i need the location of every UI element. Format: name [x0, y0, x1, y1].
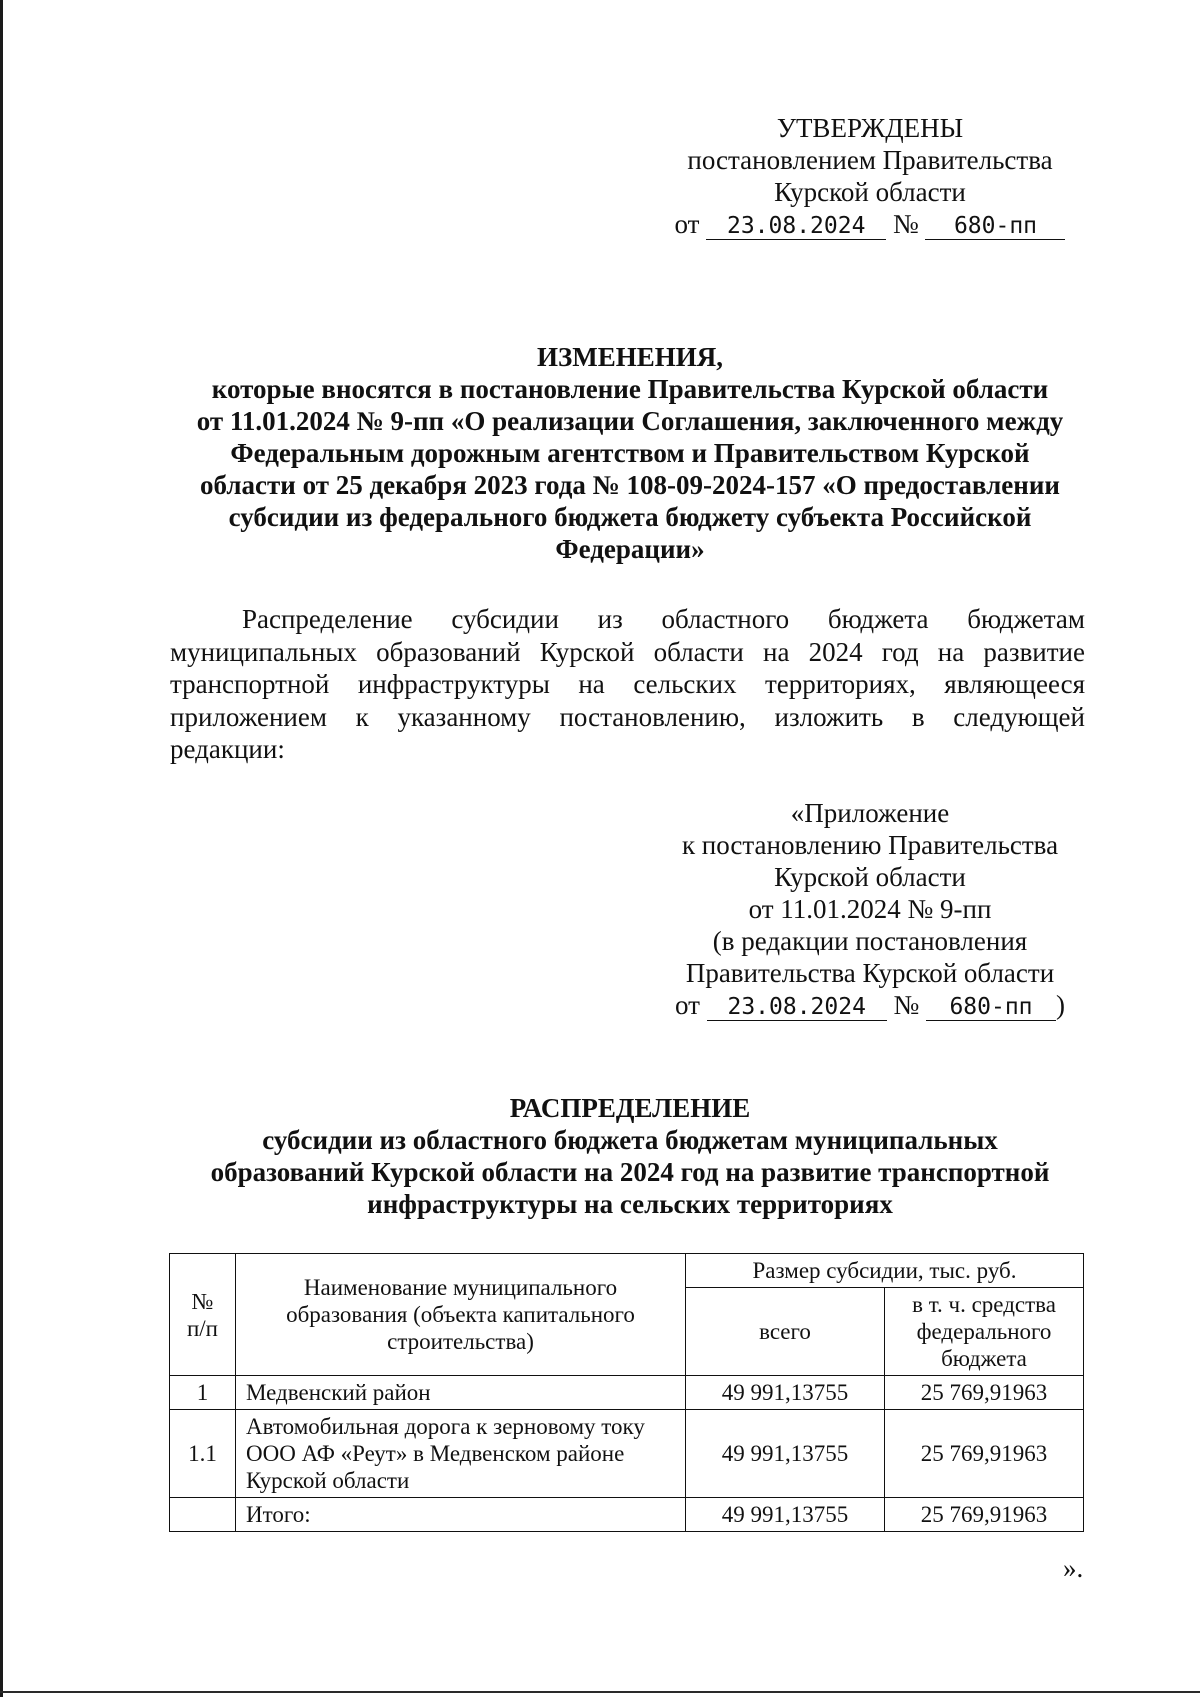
- approval-date-prefix: от: [674, 209, 700, 239]
- body-paragraph: [170, 603, 1085, 766]
- changes-line: Федерации»: [555, 534, 705, 564]
- paragraph-line: редакции:: [170, 734, 285, 764]
- annex-date: 23.08.2024: [707, 994, 887, 1021]
- scan-edge-bottom: [0, 1691, 1200, 1693]
- changes-line: которые вносятся в постановление Правительства Курской области: [211, 374, 1049, 404]
- approval-number-prefix: №: [892, 209, 919, 239]
- paragraph-line: муниципальных образований Курской области на 2024 год на развитие: [170, 636, 1085, 667]
- distribution-line: образований Курской области на 2024 год на развитие транспортной: [210, 1157, 1050, 1187]
- annex-line-4: от 11.01.2024 № 9-пп: [748, 894, 992, 924]
- distribution-title: РАСПРЕДЕЛЕНИЕ: [509, 1093, 751, 1123]
- approval-block: [660, 112, 1080, 240]
- row-num: [170, 1498, 236, 1532]
- annex-closing-paren: ): [1055, 990, 1065, 1020]
- changes-line: от 11.01.2024 № 9-пп «О реализации Соглашения, заключенного между: [196, 406, 1064, 436]
- annex-number: 680-пп: [926, 994, 1056, 1021]
- row-name: Итого:: [236, 1498, 686, 1532]
- row-name: Медвенский район: [236, 1376, 686, 1410]
- row-name: Автомобильная дорога к зерновому току ООО АФ «Реут» в Медвенском районе Курской области: [236, 1410, 686, 1498]
- subsidy-table: [169, 1253, 1084, 1532]
- annex-line-3: Курской области: [774, 862, 966, 892]
- row-federal: 25 769,91963: [885, 1498, 1084, 1532]
- annex-date-prefix: от: [675, 990, 700, 1020]
- scan-edge-left: [0, 0, 3, 1697]
- end-quote: ».: [1063, 1553, 1084, 1583]
- approval-line-3: Курской области: [774, 177, 966, 207]
- changes-line: Федеральным дорожным агентством и Правительством Курской: [230, 438, 1030, 468]
- approval-line-2: постановлением Правительства: [687, 145, 1053, 175]
- changes-title: ИЗМЕНЕНИЯ,: [536, 342, 723, 372]
- annex-number-prefix: №: [893, 990, 920, 1020]
- table-row-total: [170, 1498, 1084, 1532]
- changes-line: субсидии из федерального бюджета бюджету субъекта Российской: [228, 502, 1032, 532]
- annex-line-1: «Приложение: [790, 798, 950, 828]
- row-federal: 25 769,91963: [885, 1376, 1084, 1410]
- table-header-row: [170, 1254, 1084, 1288]
- approval-date: 23.08.2024: [706, 213, 886, 240]
- paragraph-line: приложением к указанному постановлению, изложить в следующей: [170, 701, 1085, 732]
- annex-line-2: к постановлению Правительства: [681, 830, 1059, 860]
- approval-title: УТВЕРЖДЕНЫ: [776, 113, 964, 143]
- row-total: 49 991,13755: [686, 1498, 885, 1532]
- table-row: [170, 1410, 1084, 1498]
- paragraph-line: транспортной инфраструктуры на сельских территориях, являющееся: [170, 669, 1085, 699]
- annex-line-5: (в редакции постановления: [712, 926, 1028, 956]
- approval-number: 680-пп: [925, 213, 1065, 240]
- header-name: Наименование муниципального образования (объекта капитального строительства): [236, 1254, 686, 1376]
- paragraph-line: Распределение субсидии из областного бюджета бюджетам: [242, 604, 1085, 634]
- header-subsidy: Размер субсидии, тыс. руб.: [686, 1254, 1084, 1288]
- changes-heading: [160, 341, 1100, 565]
- header-total: всего: [686, 1288, 885, 1376]
- row-federal: 25 769,91963: [885, 1410, 1084, 1498]
- annex-line-6: Правительства Курской области: [685, 958, 1055, 988]
- header-federal: в т. ч. средства федерального бюджета: [885, 1288, 1084, 1376]
- table-row: [170, 1376, 1084, 1410]
- approval-date-line: [660, 208, 1080, 240]
- row-num: 1.1: [170, 1410, 236, 1498]
- distribution-line: инфраструктуры на сельских территориях: [367, 1189, 893, 1219]
- distribution-heading: [160, 1092, 1100, 1220]
- row-total: 49 991,13755: [686, 1410, 885, 1498]
- row-num: 1: [170, 1376, 236, 1410]
- annex-block: [660, 797, 1080, 1021]
- annex-date-line: [660, 989, 1080, 1021]
- row-total: 49 991,13755: [686, 1376, 885, 1410]
- distribution-line: субсидии из областного бюджета бюджетам муниципальных: [262, 1125, 998, 1155]
- header-num: № п/п: [170, 1254, 236, 1376]
- changes-line: области от 25 декабря 2023 года № 108-09-2024-157 «О предоставлении: [200, 470, 1060, 500]
